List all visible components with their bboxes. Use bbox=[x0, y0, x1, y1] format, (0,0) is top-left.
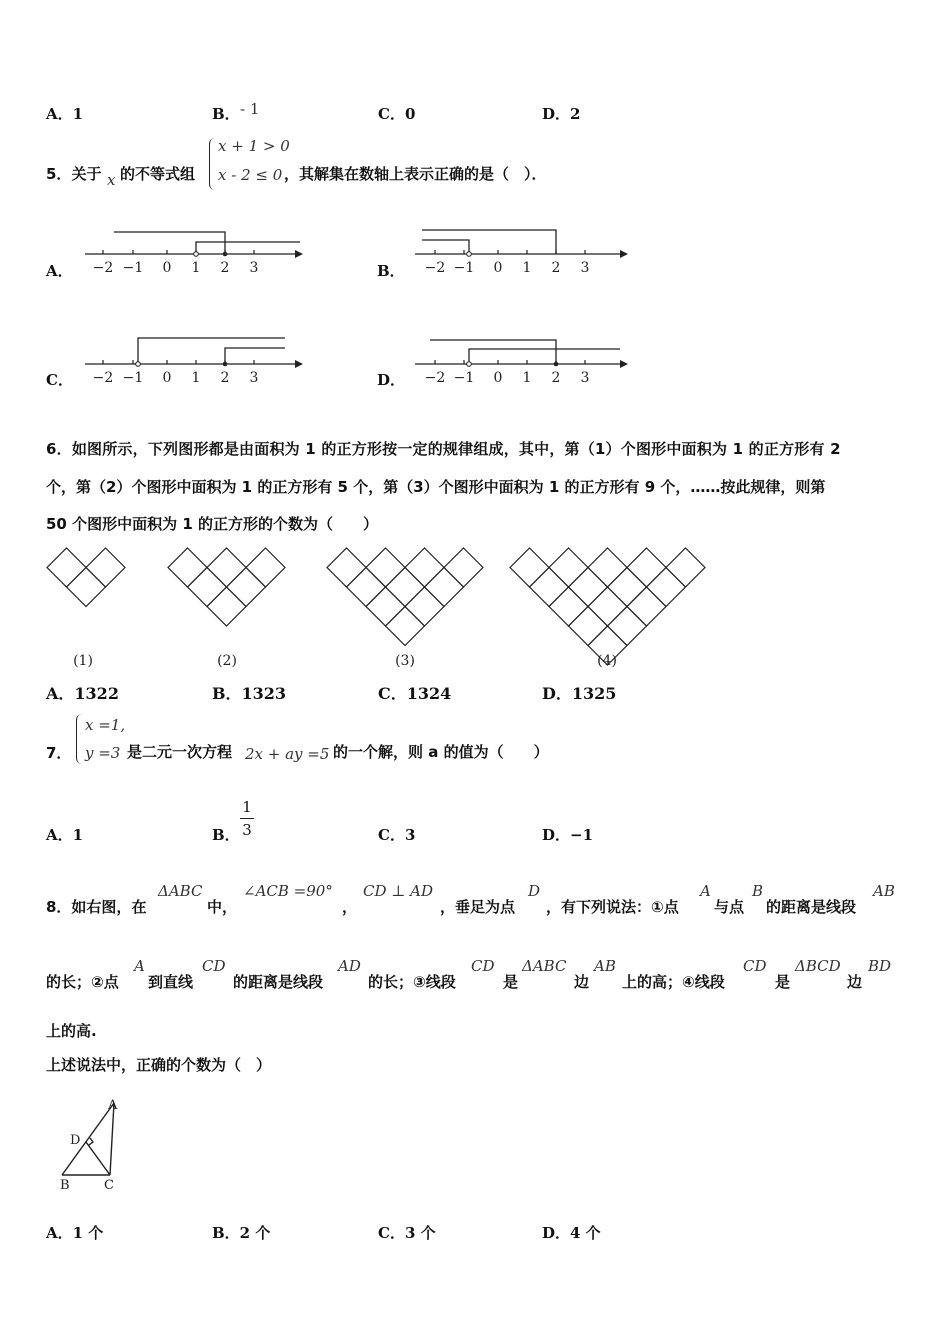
unit-square-f4 bbox=[666, 548, 705, 587]
unit-square-f3 bbox=[405, 548, 444, 587]
unit-square-f3 bbox=[444, 548, 483, 587]
q8-l2-side-bd: BD bbox=[868, 957, 892, 975]
unit-square-f4 bbox=[588, 548, 627, 587]
q5-stem-mid: 的不等式组 bbox=[120, 165, 196, 183]
tick-label: 3 bbox=[580, 260, 590, 276]
q8-angle: ∠ACB =90° bbox=[243, 882, 333, 900]
q8-option-c: C．3 个 bbox=[378, 1224, 436, 1242]
fraction-bar bbox=[240, 818, 254, 819]
tick-label: −2 bbox=[424, 260, 446, 276]
q7-option-a: A．1 bbox=[46, 826, 84, 844]
tick-label: 1 bbox=[191, 260, 201, 276]
tick-label: 2 bbox=[551, 260, 561, 276]
q5-number-line-a bbox=[80, 225, 310, 280]
tick-label: −2 bbox=[424, 370, 446, 386]
tick-label: 3 bbox=[580, 370, 590, 386]
q8-t5: ，有下列说法：①点 bbox=[546, 898, 679, 916]
q6-figures bbox=[40, 540, 720, 675]
unit-square-f4 bbox=[569, 568, 608, 607]
tick-label: 0 bbox=[493, 260, 503, 276]
q8-perpendicular: CD ⊥ AD bbox=[363, 882, 434, 900]
figure-label: (4) bbox=[597, 653, 617, 669]
q5-label-a: A． bbox=[46, 262, 73, 280]
tick-label: 2 bbox=[220, 370, 230, 386]
segment-ac bbox=[110, 1103, 114, 1175]
q6-stem-line-2: 个，第（2）个图形中面积为 1 的正方形有 5 个，第（3）个图形中面积为 1 的正方形有 9 个，……按此规律，则第 bbox=[46, 478, 826, 496]
q5-label-c: C． bbox=[46, 371, 73, 389]
q8-point-a: A bbox=[700, 882, 711, 900]
tick-label: 0 bbox=[162, 370, 172, 386]
vertex-label: B bbox=[60, 1178, 70, 1193]
tick-label: −1 bbox=[453, 370, 475, 386]
unit-square-f4 bbox=[608, 568, 647, 607]
q5-number-line-c bbox=[80, 333, 310, 388]
q7-equation: 2x + ay =5 bbox=[245, 745, 330, 763]
q8-l2-t3: 的距离是线段 bbox=[233, 973, 324, 991]
unit-square-f4 bbox=[530, 568, 569, 607]
q8-t1: 8．如右图，在 bbox=[46, 898, 147, 916]
unit-square-f3 bbox=[425, 568, 464, 607]
q7-stem-text-1: 是二元一次方程 bbox=[127, 743, 233, 761]
q5-number: 5．关于 bbox=[46, 165, 102, 183]
unit-square-f1 bbox=[67, 568, 106, 607]
q5-inequality-1: x + 1 > 0 bbox=[218, 137, 290, 155]
tick-label: 3 bbox=[249, 260, 259, 276]
q5-inequality-2: x - 2 ≤ 0 bbox=[218, 166, 283, 184]
q8-point-d: D bbox=[528, 882, 541, 900]
tick-label: −1 bbox=[453, 260, 475, 276]
q8-l2-t5: 是 bbox=[503, 973, 519, 991]
q7-system-line-1: x =1, bbox=[85, 716, 126, 734]
q6-stem-line-3: 50 个图形中面积为 1 的正方形的个数为（ ） bbox=[46, 515, 378, 533]
q7-option-d: D．−1 bbox=[542, 826, 594, 844]
unit-square-f2 bbox=[207, 548, 246, 587]
fraction-denominator: 3 bbox=[242, 821, 252, 839]
figure-label: (1) bbox=[73, 653, 93, 669]
q4-option-c: C．0 bbox=[378, 105, 416, 123]
q8-triangle-abc: ΔABC bbox=[158, 882, 203, 900]
q6-option-b: B．1323 bbox=[212, 684, 287, 703]
unit-square-f3 bbox=[327, 548, 366, 587]
unit-square-f3 bbox=[386, 568, 425, 607]
q8-l2-line-cd: CD bbox=[202, 957, 226, 975]
unit-square-f4 bbox=[627, 587, 666, 626]
vertex-label: D bbox=[70, 1133, 81, 1148]
unit-square-f3 bbox=[347, 568, 386, 607]
q6-option-d: D．1325 bbox=[542, 684, 617, 703]
q5-variable: x bbox=[107, 171, 116, 189]
unit-square-f4 bbox=[549, 548, 588, 587]
q8-l2-t4: 的长；③线段 bbox=[368, 973, 456, 991]
q8-t6: 与点 bbox=[714, 898, 745, 916]
tick-label: 1 bbox=[522, 370, 532, 386]
tick-label: −2 bbox=[92, 370, 114, 386]
tick-label: 1 bbox=[191, 370, 201, 386]
tick-label: 0 bbox=[162, 260, 172, 276]
unit-square-f2 bbox=[207, 587, 246, 626]
tick-label: −1 bbox=[122, 370, 144, 386]
figure-label: (2) bbox=[217, 653, 237, 669]
unit-square-f2 bbox=[168, 548, 207, 587]
unit-square-f3 bbox=[366, 548, 405, 587]
q8-l2-t7: 上的高；④线段 bbox=[622, 973, 725, 991]
q8-question: 上述说法中，正确的个数为（ ） bbox=[46, 1056, 272, 1074]
q8-l2-segment-cd-2: CD bbox=[743, 957, 767, 975]
q6-option-c: C．1324 bbox=[378, 684, 452, 703]
figure-label: (3) bbox=[395, 653, 415, 669]
unit-square-f3 bbox=[405, 587, 444, 626]
q8-l2-triangle-bcd: ΔBCD bbox=[795, 957, 841, 975]
q6-option-a: A．1322 bbox=[46, 684, 119, 703]
q4-option-a: A．1 bbox=[46, 105, 84, 123]
q8-l2-point-a: A bbox=[134, 957, 145, 975]
q5-number-line-d bbox=[410, 333, 640, 388]
q7-stem-text-2: 的一个解，则 a 的值为（ ） bbox=[333, 743, 549, 761]
q8-l2-t1: 的长；②点 bbox=[46, 973, 119, 991]
unit-square-f2 bbox=[188, 568, 227, 607]
unit-square-f2 bbox=[246, 548, 285, 587]
segment-cd bbox=[86, 1142, 110, 1175]
q8-stem-line-3: 上的高. bbox=[46, 1022, 97, 1040]
tick-label: 3 bbox=[249, 370, 259, 386]
q5-system-brace bbox=[209, 138, 216, 190]
q4-option-b-value: - 1 bbox=[240, 100, 260, 118]
unit-square-f1 bbox=[86, 548, 125, 587]
unit-square-f4 bbox=[647, 568, 686, 607]
q8-l2-t2: 到直线 bbox=[148, 973, 194, 991]
q8-l2-t9: 边 bbox=[847, 973, 863, 991]
q8-option-d: D．4 个 bbox=[542, 1224, 601, 1242]
unit-square-f4 bbox=[588, 587, 627, 626]
q8-segment-ab: AB bbox=[873, 882, 895, 900]
unit-square-f3 bbox=[366, 587, 405, 626]
q8-point-b: B bbox=[752, 882, 764, 900]
q8-option-a: A．1 个 bbox=[46, 1224, 104, 1242]
unit-square-f2 bbox=[227, 568, 266, 607]
q5-label-b: B． bbox=[377, 262, 405, 280]
unit-square-f4 bbox=[608, 607, 647, 646]
q8-t7: 的距离是线段 bbox=[766, 898, 857, 916]
unit-square-f3 bbox=[386, 607, 425, 646]
unit-square-f4 bbox=[549, 587, 588, 626]
q4-option-d: D．2 bbox=[542, 105, 581, 123]
vertex-label: A bbox=[108, 1098, 118, 1113]
unit-square-f4 bbox=[627, 548, 666, 587]
q7-option-b: B． bbox=[212, 826, 240, 844]
tick-label: 0 bbox=[493, 370, 503, 386]
q8-option-b: B．2 个 bbox=[212, 1224, 271, 1242]
q7-system-brace bbox=[76, 714, 83, 764]
q8-l2-triangle-abc: ΔABC bbox=[522, 957, 567, 975]
right-angle-mark bbox=[89, 1138, 93, 1145]
unit-square-f4 bbox=[569, 607, 608, 646]
q8-l2-t8: 是 bbox=[775, 973, 791, 991]
q5-label-d: D． bbox=[377, 371, 406, 389]
q5-stem-post: ，其解集在数轴上表示正确的是（ ）． bbox=[284, 165, 547, 183]
q4-option-b: B． bbox=[212, 105, 240, 123]
q8-t2: 中， bbox=[207, 898, 238, 916]
q8-l2-segment-cd: CD bbox=[471, 957, 495, 975]
q7-option-c: C．3 bbox=[378, 826, 416, 844]
tick-label: −1 bbox=[122, 260, 144, 276]
tick-label: −2 bbox=[92, 260, 114, 276]
tick-label: 2 bbox=[551, 370, 561, 386]
q8-l2-t6: 边 bbox=[574, 973, 590, 991]
q8-l2-segment-ad: AD bbox=[338, 957, 361, 975]
q8-t3: ， bbox=[342, 898, 358, 916]
fraction-numerator: 1 bbox=[242, 798, 252, 816]
q6-stem-line-1: 6．如图所示，下列图形都是由面积为 1 的正方形按一定的规律组成，其中，第（1）个图形中面积为 1 的正方形有 2 bbox=[46, 440, 841, 458]
tick-label: 1 bbox=[522, 260, 532, 276]
q7-system-line-2: y =3 bbox=[85, 744, 121, 762]
q7-number: 7． bbox=[46, 744, 72, 762]
q8-triangle-figure bbox=[48, 1093, 138, 1193]
unit-square-f4 bbox=[510, 548, 549, 587]
vertex-label: C bbox=[104, 1178, 114, 1193]
q7-option-b-fraction bbox=[240, 798, 254, 839]
unit-square-f1 bbox=[47, 548, 86, 587]
q8-l2-side-ab: AB bbox=[594, 957, 616, 975]
tick-label: 2 bbox=[220, 260, 230, 276]
q5-number-line-b bbox=[410, 225, 640, 280]
q8-t4: ，垂足为点 bbox=[440, 898, 516, 916]
